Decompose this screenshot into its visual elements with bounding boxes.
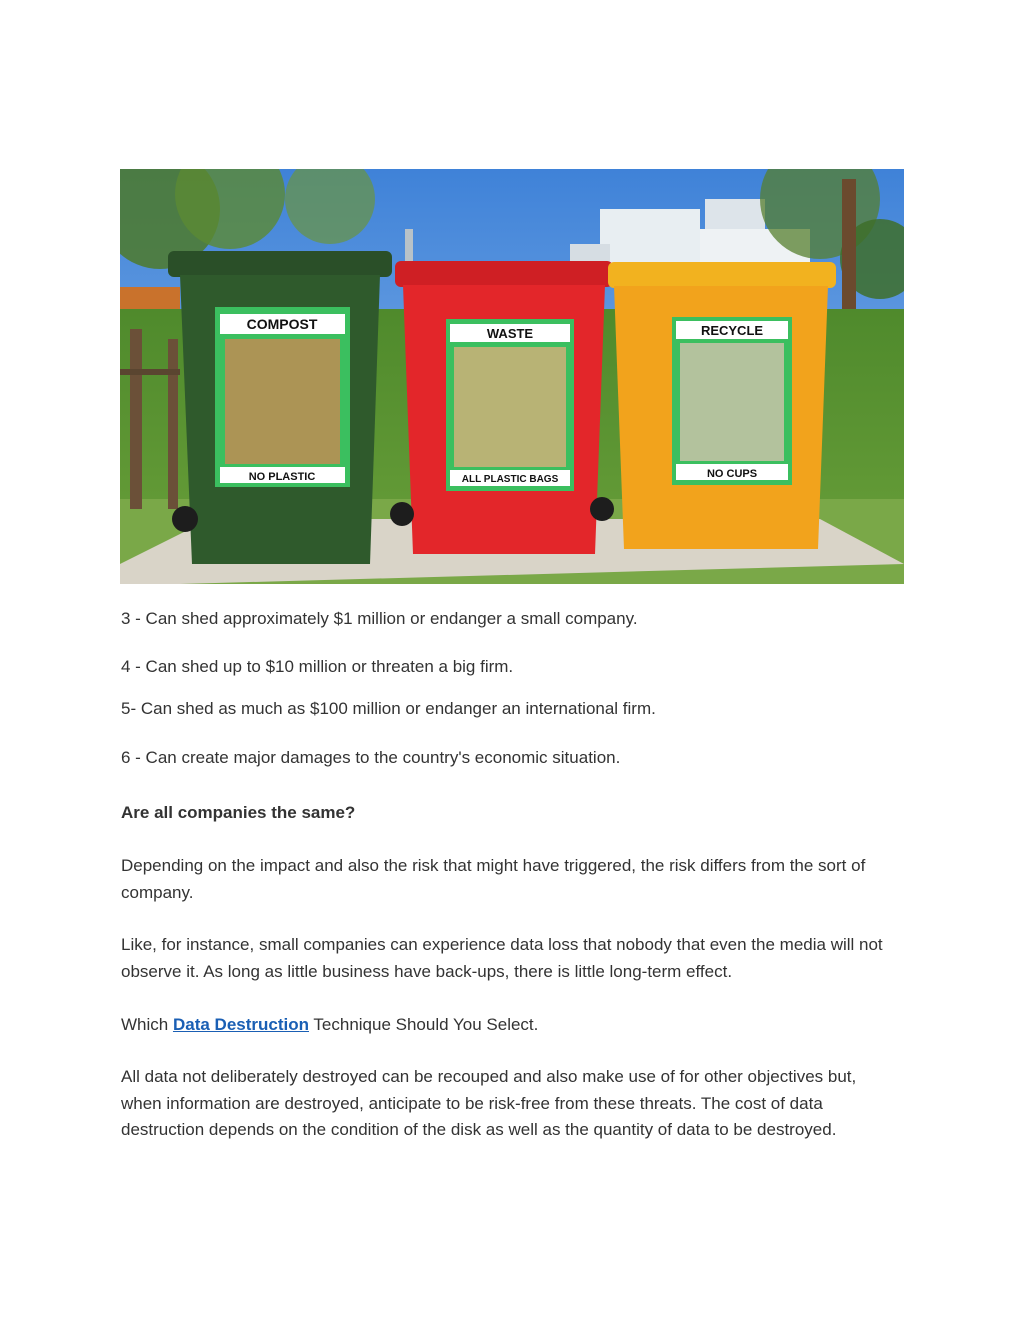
compost-label: COMPOST xyxy=(246,316,318,332)
recycling-bins-photo xyxy=(120,169,904,584)
list-item-3: 3 - Can shed approximately $1 million or endanger a small company. xyxy=(121,609,638,628)
no-cups-label: NO CUPS xyxy=(706,468,758,480)
no-plastic-label: NO PLASTIC xyxy=(248,471,316,483)
all-plastic-bags-label: ALL PLASTIC BAGS xyxy=(461,474,559,485)
which-suffix: Technique Should You Select. xyxy=(309,1015,539,1034)
recycle-label: RECYCLE xyxy=(700,323,764,338)
paragraph-company-types: Depending on the impact and also the risk that might have triggered, the risk differs from the sort of company. xyxy=(121,856,866,902)
waste-label: WASTE xyxy=(486,326,534,341)
data-destruction-link[interactable]: Data Destruction xyxy=(172,1015,309,1034)
paragraph-small-companies: Like, for instance, small companies can experience data loss that nobody that even the media will not observe it. As long as little business have back-ups, there is little long-term effect. xyxy=(121,935,883,981)
section-heading: Are all companies the same? xyxy=(121,803,356,822)
paragraph-which-technique xyxy=(121,1012,538,1039)
list-item-6: 6 - Can create major damages to the country's economic situation. xyxy=(121,748,621,767)
which-prefix: Which xyxy=(121,1015,173,1034)
list-item-5: 5- Can shed as much as $100 million or endanger an international firm. xyxy=(121,699,656,718)
paragraph-data-recovery: All data not deliberately destroyed can be recouped and also make use of for other objectives but, when information are destroyed, anticipate to be risk-free from these threats. The cost of data destruction depends on the condition of the disk as well as the quantity of data to be destroyed. xyxy=(121,1067,857,1139)
list-item-4: 4 - Can shed up to $10 million or threaten a big firm. xyxy=(121,657,514,676)
